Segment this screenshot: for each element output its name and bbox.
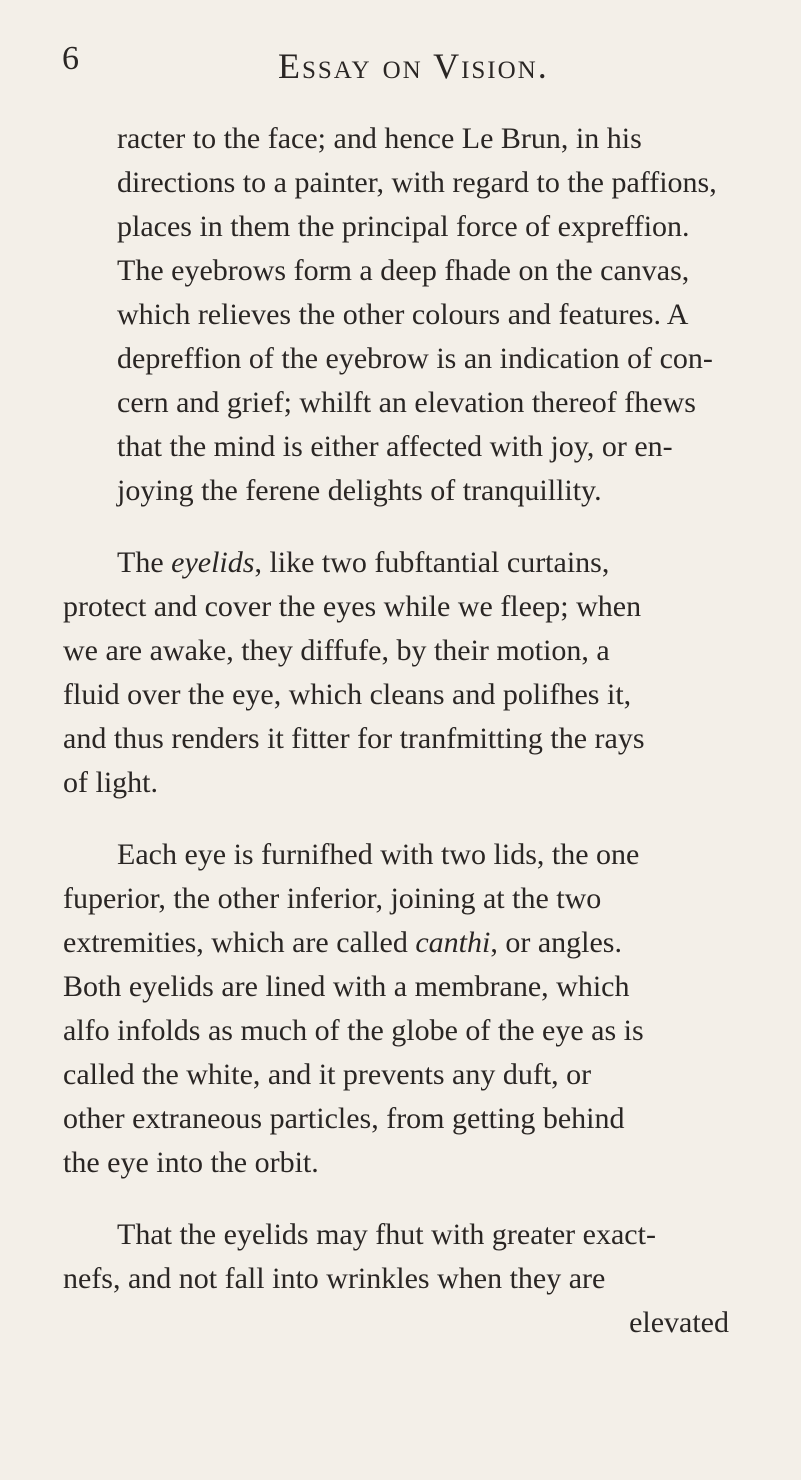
catchword: elevated: [629, 1306, 729, 1339]
text-line: The eyelids, like two fubftantial curtains,: [117, 546, 610, 579]
italic-term: canthi: [415, 926, 491, 959]
text-line: the eye into the orbit.: [63, 1146, 319, 1179]
text-line: protect and cover the eyes while we fleep; when: [63, 590, 642, 623]
running-head: Essay on Vision.: [278, 46, 549, 86]
text-line: fuperior, the other inferior, joining at the two: [63, 882, 602, 915]
text-line: which relieves the other colours and features. A: [117, 298, 689, 331]
text-line: depreffion of the eyebrow is an indication of con-: [117, 342, 713, 375]
text-line: That the eyelids may fhut with greater exact-: [117, 1218, 656, 1251]
text-line: alfo infolds as much of the globe of the eye as is: [63, 1014, 644, 1047]
text-line: directions to a painter, with regard to the paffions,: [117, 166, 717, 199]
text-line: Both eyelids are lined with a membrane, which: [63, 970, 630, 1003]
text-line: cern and grief; whilft an elevation thereof fhews: [117, 386, 696, 419]
text-line: we are awake, they diffufe, by their motion, a: [63, 634, 610, 667]
text-line: racter to the face; and hence Le Brun, in his: [117, 122, 642, 155]
text-line: called the white, and it prevents any duft, or: [63, 1058, 592, 1091]
text-line: joying the ferene delights of tranquillity.: [117, 474, 602, 507]
text-line: of light.: [63, 766, 158, 799]
text-line: places in them the principal force of expreffion.: [117, 210, 690, 243]
text-line: that the mind is either affected with joy, or en-: [117, 430, 673, 463]
text-line: extremities, which are called canthi, or angles.: [63, 926, 622, 959]
page-number: 6: [62, 40, 79, 77]
text-line: Each eye is furnifhed with two lids, the one: [117, 838, 640, 871]
text-line: nefs, and not fall into wrinkles when they are: [63, 1262, 606, 1295]
page-header: [62, 34, 762, 94]
italic-term: eyelids: [171, 546, 255, 579]
text-line: The eyebrows form a deep fhade on the canvas,: [117, 254, 690, 287]
text-line: other extraneous particles, from getting behind: [63, 1102, 625, 1135]
text-line: and thus renders it fitter for tranfmitting the rays: [63, 722, 645, 755]
text-line: fluid over the eye, which cleans and polifhes it,: [63, 678, 632, 711]
